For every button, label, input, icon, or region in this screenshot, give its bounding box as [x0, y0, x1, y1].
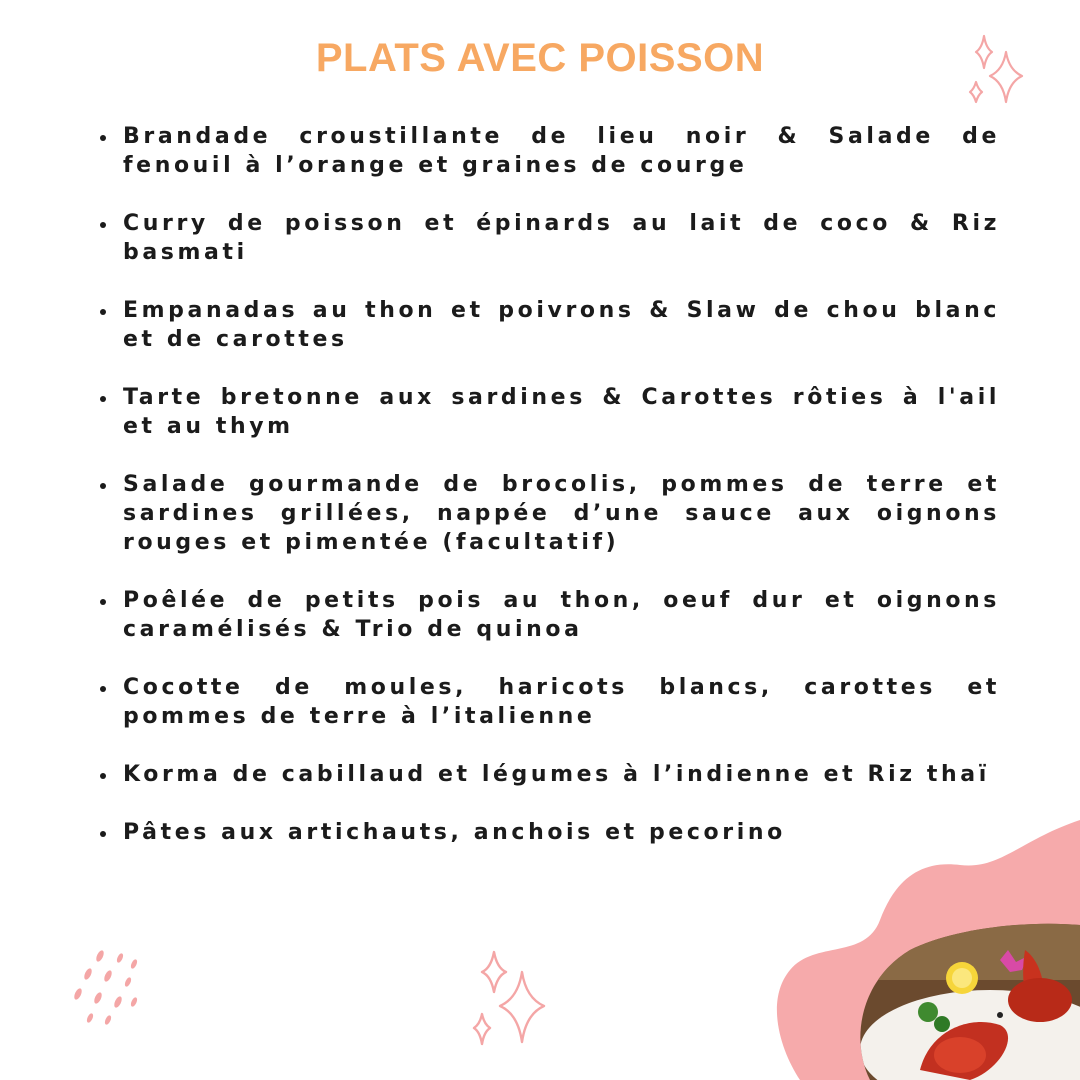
- dish-item: Empanadas au thon et poivrons & Slaw de chou blanc et de carottes: [98, 296, 1000, 354]
- dish-item: Pâtes aux artichauts, anchois et pecorino: [98, 818, 1000, 847]
- raindrop-dots-icon: [68, 948, 148, 1028]
- dish-item: Brandade croustillante de lieu noir & Salade de fenouil à l’orange et graines de courge: [98, 122, 1000, 180]
- dish-item: Poêlée de petits pois au thon, oeuf dur et oignons caramélisés & Trio de quinoa: [98, 586, 1000, 644]
- dish-item: Salade gourmande de brocolis, pommes de terre et sardines grillées, nappée d’une sauce aux oignons rouges et pimentée (facultatif): [98, 470, 1000, 557]
- dish-item: Curry de poisson et épinards au lait de coco & Riz basmati: [98, 209, 1000, 267]
- dish-item: Korma de cabillaud et légumes à l’indienne et Riz thaï: [98, 760, 1000, 789]
- page-title: PLATS AVEC POISSON: [315, 36, 765, 80]
- dish-list: [98, 122, 1000, 876]
- dish-item: Tarte bretonne aux sardines & Carottes rôties à l'ail et au thym: [98, 383, 1000, 441]
- sparkle-icon: [466, 948, 552, 1052]
- sparkle-icon: [962, 34, 1028, 110]
- dish-item: Cocotte de moules, haricots blancs, carottes et pommes de terre à l’italienne: [98, 673, 1000, 731]
- lobster-plate-photo: [850, 920, 1080, 1080]
